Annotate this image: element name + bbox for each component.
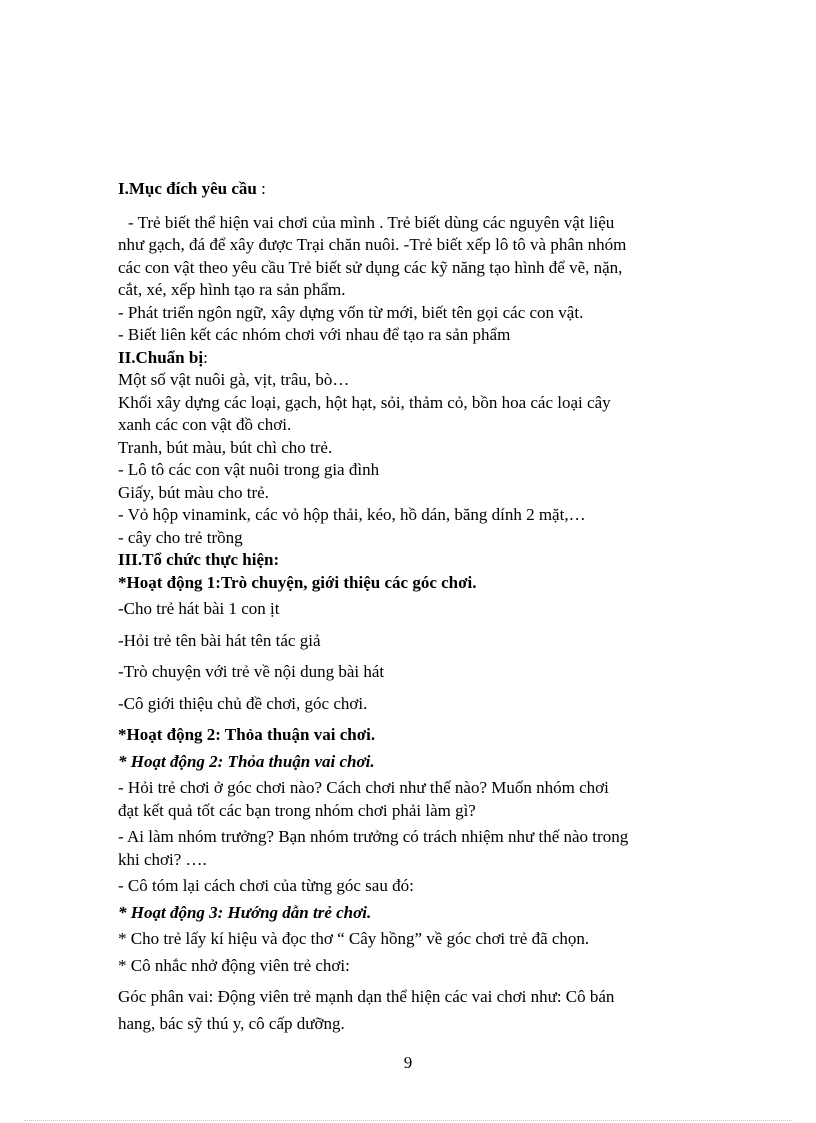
activity-2-line: khi chơi? …. (118, 849, 207, 869)
activity-3-line: * Cho trẻ lấy kí hiệu và đọc thơ “ Cây hồng” về góc chơi trẻ đã chọn. (118, 929, 590, 948)
activity-3-line: Góc phân vai: Động viên trẻ mạnh dạn thể hiện các vai chơi như: Cô bán (118, 987, 615, 1006)
section-heading-preparation: II.Chuẩn bị: (118, 347, 208, 367)
activity-2-line: - Cô tóm lại cách chơi của từng góc sau đó: (118, 876, 414, 895)
purpose-line: các con vật theo yêu cầu Trẻ biết sử dụng các kỹ năng tạo hình để vẽ, nặn, (118, 257, 623, 277)
document-body (118, 178, 708, 1035)
activity-1-line: -Trò chuyện với trẻ về nội dung bài hát (118, 662, 385, 681)
purpose-line: - Phát triển ngôn ngữ, xây dựng vốn từ mới, biết tên gọi các con vật. (118, 302, 584, 322)
preparation-line: Một số vật nuôi gà, vịt, trâu, bò… (118, 370, 350, 389)
activity-2-line: đạt kết quả tốt các bạn trong nhóm chơi phải làm gì? (118, 800, 476, 820)
activity-1-line: -Hỏi trẻ tên bài hát tên tác giả (118, 630, 321, 650)
preparation-line: - Lô tô các con vật nuôi trong gia đình (118, 460, 380, 479)
activity-1-line: -Cho trẻ hát bài 1 con ịt (118, 599, 280, 618)
activity-1-heading: *Hoạt động 1:Trò chuyện, giới thiệu các góc chơi. (118, 572, 477, 592)
activity-3-heading: * Hoạt động 3: Hướng dẫn trẻ chơi. (118, 902, 372, 922)
purpose-line: như gạch, đá để xây được Trại chăn nuôi. -Trẻ biết xếp lô tô và phân nhóm (118, 235, 627, 254)
preparation-line: xanh các con vật đồ chơi. (118, 415, 292, 434)
preparation-line: Giấy, bút màu cho trẻ. (118, 482, 269, 502)
preparation-line: Tranh, bút màu, bút chì cho trẻ. (118, 437, 333, 457)
activity-2-heading: *Hoạt động 2: Thỏa thuận vai chơi. (118, 725, 376, 744)
section-heading-implementation: III.Tổ chức thực hiện: (118, 550, 280, 569)
activity-2-heading-italic: * Hoạt động 2: Thỏa thuận vai chơi. (118, 751, 375, 771)
activity-2-line: - Hỏi trẻ chơi ở góc chơi nào? Cách chơi như thế nào? Muốn nhóm chơi (118, 778, 609, 797)
preparation-line: - cây cho trẻ trồng (118, 527, 243, 547)
purpose-line: - Biết liên kết các nhóm chơi với nhau để tạo ra sản phẩm (118, 325, 511, 344)
section-heading-purpose: I.Mục đích yêu cầu : (118, 179, 266, 198)
purpose-line: cắt, xé, xếp hình tạo ra sản phẩm. (118, 280, 346, 299)
page-number: 9 (403, 1053, 413, 1072)
page-bottom-divider (24, 1120, 792, 1121)
activity-3-line: * Cô nhắc nhở động viên trẻ chơi: (118, 955, 350, 975)
preparation-line: Khối xây dựng các loại, gạch, hột hạt, sỏi, thảm cỏ, bồn hoa các loại cây (118, 392, 611, 412)
purpose-line: - Trẻ biết thể hiện vai chơi của mình . Trẻ biết dùng các nguyên vật liệu (128, 212, 615, 232)
activity-3-line: hang, bác sỹ thú y, cô cấp dưỡng. (118, 1013, 345, 1033)
activity-2-line: - Ai làm nhóm trưởng? Bạn nhóm trưởng có trách nhiệm như thế nào trong (118, 827, 629, 846)
activity-1-line: -Cô giới thiệu chủ đề chơi, góc chơi. (118, 693, 368, 713)
preparation-line: - Vỏ hộp vinamink, các vỏ hộp thải, kéo, hồ dán, băng dính 2 mặt,… (118, 505, 586, 524)
